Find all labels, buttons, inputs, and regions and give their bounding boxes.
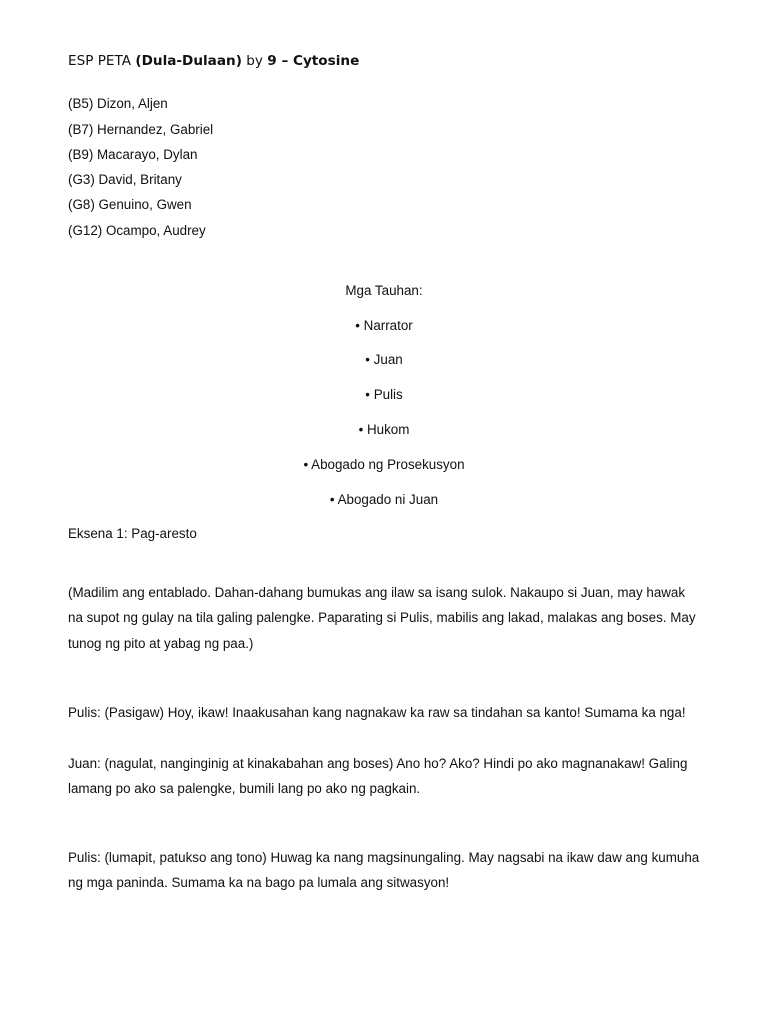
character-item: • Abogado ng Prosekusyon [303,457,465,472]
scene-title: Eksena 1: Pag-aresto [68,526,197,541]
dialogue-line: Pulis: (lumapit, patukso ang tono) Huwag ka nang magsinungaling. May nagsabi na ikaw daw ang kumuha ng mga paninda. Sumama ka na bago pa lumala ang sitwasyon! [68,850,700,891]
member-item: (B7) Hernandez, Gabriel [68,122,214,137]
member-item: (G12) Ocampo, Audrey [68,223,206,238]
character-item: • Pulis [365,387,403,402]
character-item: • Hukom [358,422,410,437]
heading-by: by [241,53,268,69]
characters-heading: Mga Tauhan: [345,283,423,298]
member-item: (G3) David, Britany [68,172,182,187]
document-heading [68,53,359,69]
stage-direction: (Madilim ang entablado. Dahan-dahang bumukas ang ilaw sa isang sulok. Nakaupo si Juan, may hawak na supot ng gulay na tila galing palengke. Paparating si Pulis, mabilis ang lakad, malakas ang boses. May tunog ng pito at yabag ng paa.) [68,585,696,651]
heading-prefix: ESP PETA [68,53,136,69]
member-item: (B9) Macarayo, Dylan [68,147,198,162]
member-item: (B5) Dizon, Aljen [68,96,168,111]
group-name: 9 – Cytosine [267,53,360,69]
dialogue-line: Pulis: (Pasigaw) Hoy, ikaw! Inaakusahan kang nagnakaw ka raw sa tindahan sa kanto! Sumama ka nga! [68,705,686,720]
play-type-title: (Dula-Dulaan) [135,53,242,69]
character-item: • Juan [365,352,403,367]
member-item: (G8) Genuino, Gwen [68,197,192,212]
character-item: • Narrator [355,318,413,333]
dialogue-line: Juan: (nagulat, nanginginig at kinakabahan ang boses) Ano ho? Ako? Hindi po ako magnanakaw! Galing lamang po ako sa palengke, bumili lang po ako ng pagkain. [68,756,688,797]
character-item: • Abogado ni Juan [329,492,439,507]
